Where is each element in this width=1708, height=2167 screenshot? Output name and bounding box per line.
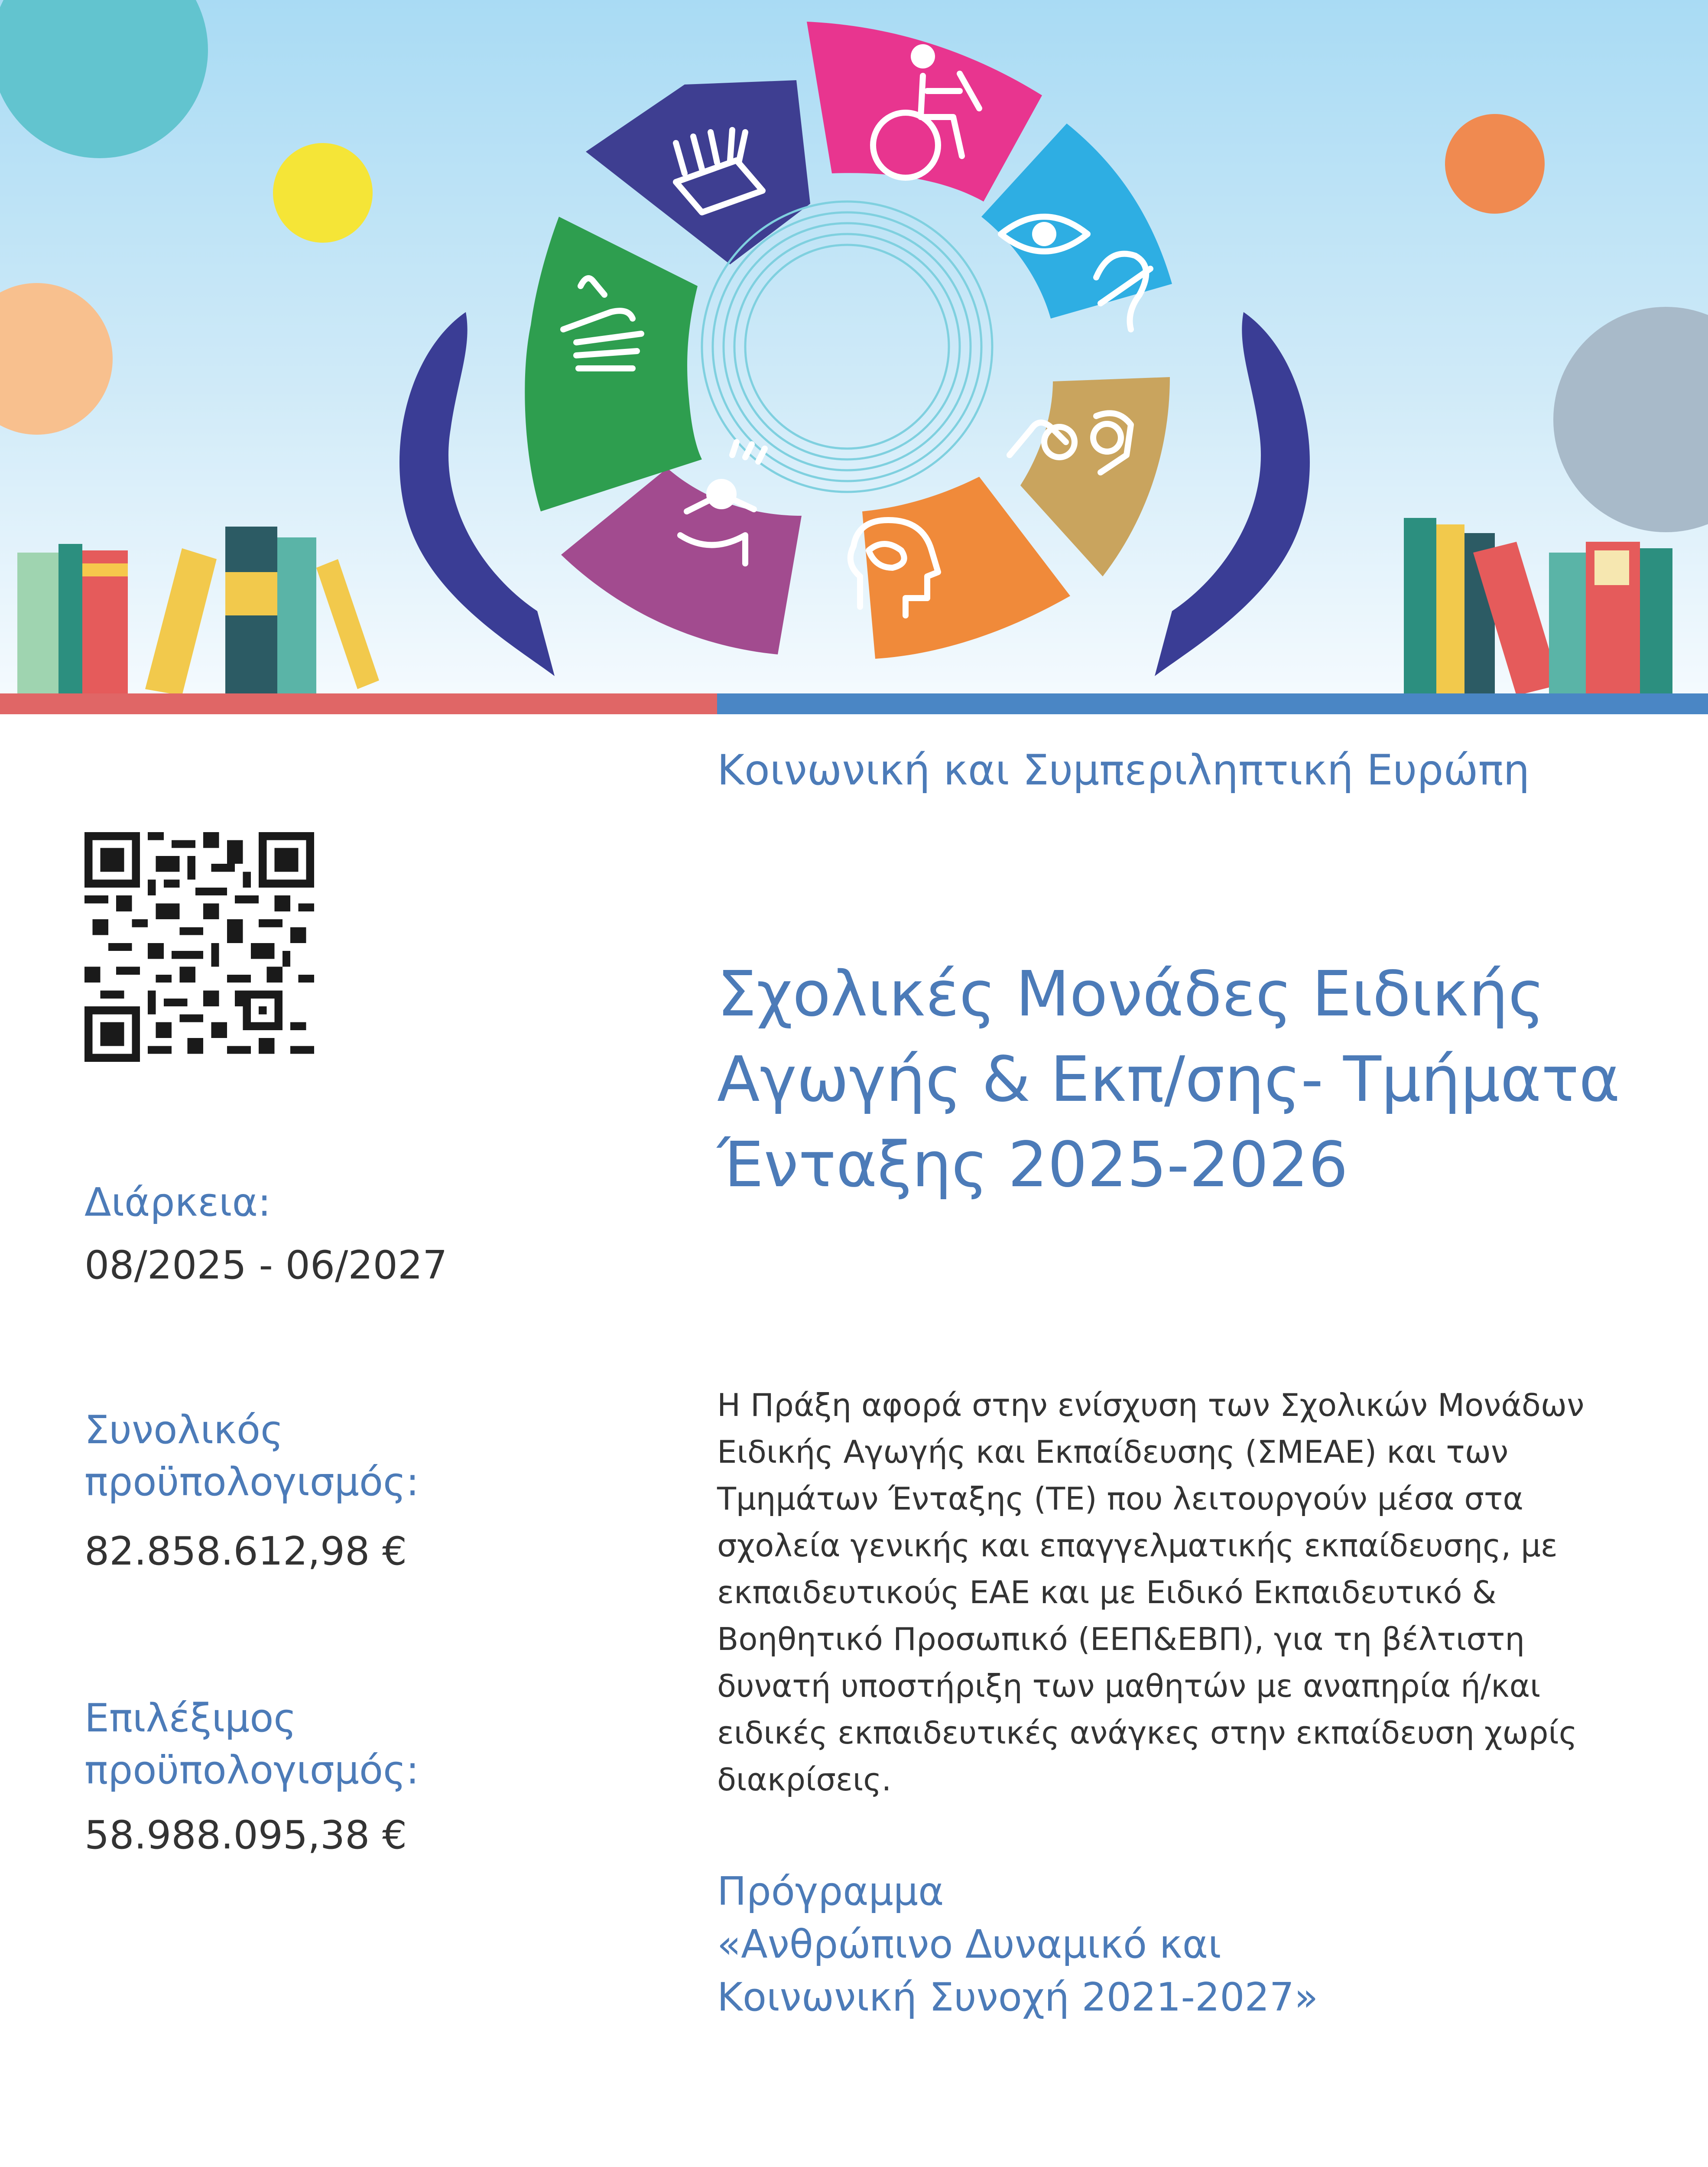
header-illustration — [0, 0, 1708, 694]
eligible-budget-value: 58.988.095,38 € — [84, 1812, 407, 1858]
segment-emotional — [561, 468, 802, 654]
grey-circle-decoration — [1553, 307, 1708, 532]
main-title: Σχολικές Μονάδες Ειδικής Αγωγής & Εκπ/σης- Τμήματα Ένταξης 2025-2026 — [717, 957, 1620, 1201]
yellow-circle-decoration — [273, 143, 373, 243]
segment-communication — [1020, 377, 1170, 576]
segment-support — [525, 217, 702, 511]
books-left — [17, 527, 379, 694]
qr-code-icon[interactable] — [84, 832, 314, 1062]
program-line-2: «Ανθρώπινο Δυναμικό και — [717, 1922, 1221, 1967]
duration-value: 08/2025 - 06/2027 — [84, 1243, 448, 1288]
top-divider-red — [0, 693, 717, 714]
program-line-3: Κοινωνική Συνοχή 2021-2027» — [717, 1975, 1318, 2020]
program-line-1: Πρόγραμμα — [717, 1869, 944, 1914]
header-graphic — [0, 0, 1708, 694]
orange-circle-decoration — [1445, 114, 1545, 214]
duration-label: Διάρκεια: — [84, 1180, 271, 1225]
books-right — [1404, 518, 1672, 694]
header-title: Κοινωνική και Συμπεριληπτική Ευρώπη — [717, 746, 1530, 794]
description-text: Η Πράξη αφορά στην ενίσχυση των Σχολικών Μονάδων Ειδικής Αγωγής και Εκπαίδευσης (ΣΜΕΑΕ) και των Τμημάτων Ένταξης (ΤΕ) που λειτουργούν μέσα στα σχολεία γενικής και επαγγελματικής εκπαίδευσης, με εκπαιδευτικούς ΕΑΕ και με Ειδικό Εκπαιδευτικό & Βοηθητικό Προσωπικό (ΕΕΠ&ΕΒΠ), για τη βέλτιστη δυνατή υποστήριξη των μαθητών με αναπηρία ή/και ειδικές εκπαιδευτικές ανάγκες στην εκπαίδευση χωρίς διακρίσεις. — [717, 1387, 1585, 1798]
eligible-budget-label: Επιλέξιμος προϋπολογισμός: — [84, 1695, 419, 1793]
total-budget-value: 82.858.612,98 € — [84, 1529, 407, 1574]
peach-circle-decoration — [0, 283, 113, 435]
teal-circle-decoration — [0, 0, 208, 158]
top-divider-blue — [717, 693, 1708, 714]
right-hand-icon — [1155, 312, 1310, 676]
total-budget-label: Συνολικός προϋπολογισμός: — [84, 1407, 419, 1505]
program-block — [717, 1865, 1627, 2024]
